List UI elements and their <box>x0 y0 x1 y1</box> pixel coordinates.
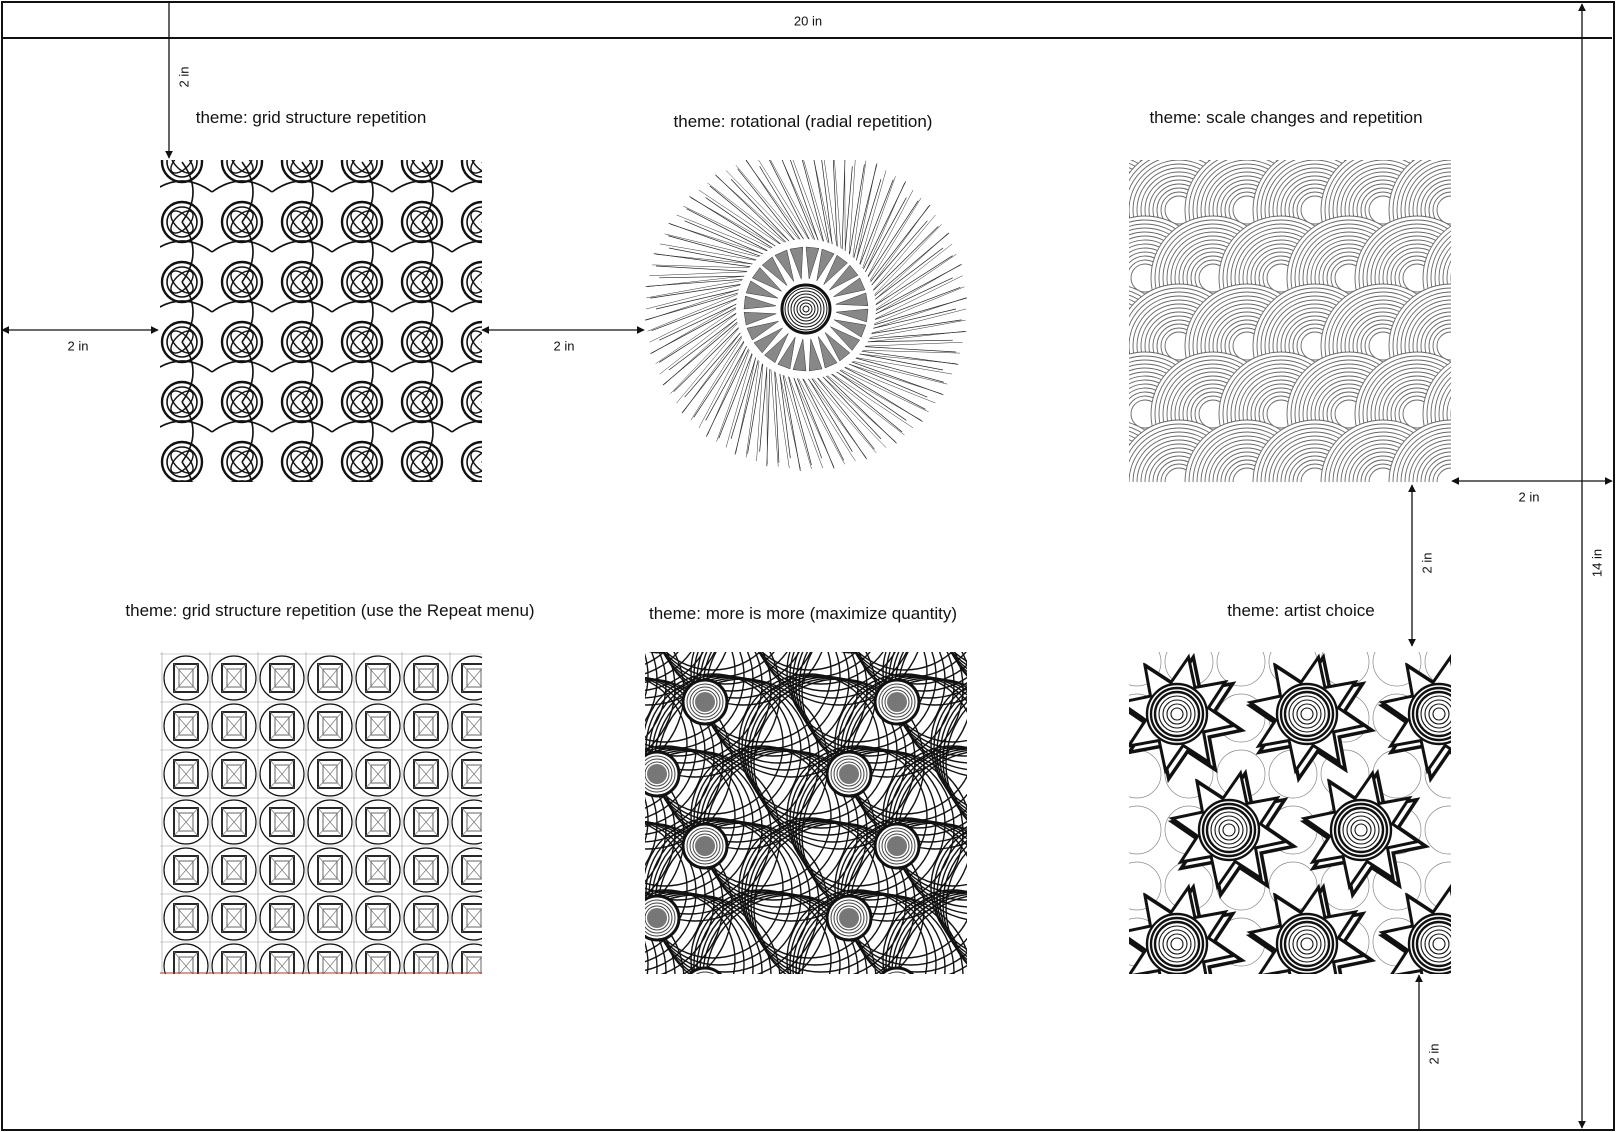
panel-scale-circles <box>1129 160 1451 482</box>
theme-label-3: theme: scale changes and repetition <box>1149 108 1423 127</box>
panel-repeat-grid <box>160 652 482 974</box>
dim-gap-v-label: 2 in <box>1419 552 1435 574</box>
theme-label-4: theme: grid structure repetition (use the Repeat menu) <box>125 601 535 620</box>
dim-bottom-margin-label: 2 in <box>1426 1043 1442 1065</box>
theme-label-1: theme: grid structure repetition <box>195 108 427 127</box>
theme-label-2: theme: rotational (radial repetition) <box>673 112 933 131</box>
dim-left-margin-label: 2 in <box>67 338 89 354</box>
panel-artist-stars <box>1129 652 1451 974</box>
dim-gap-h-label: 2 in <box>553 338 575 354</box>
theme-label-5: theme: more is more (maximize quantity) <box>649 604 957 623</box>
dim-width-label: 20 in <box>793 13 823 29</box>
dim-top-margin-label: 2 in <box>176 66 192 88</box>
dim-height-label: 14 in <box>1589 548 1605 578</box>
panel-grid-circles <box>160 160 482 482</box>
panel-more-is-more <box>645 652 967 974</box>
dim-right-margin-label: 2 in <box>1518 489 1540 505</box>
theme-label-6: theme: artist choice <box>1227 601 1375 620</box>
panel-radial <box>645 160 967 482</box>
